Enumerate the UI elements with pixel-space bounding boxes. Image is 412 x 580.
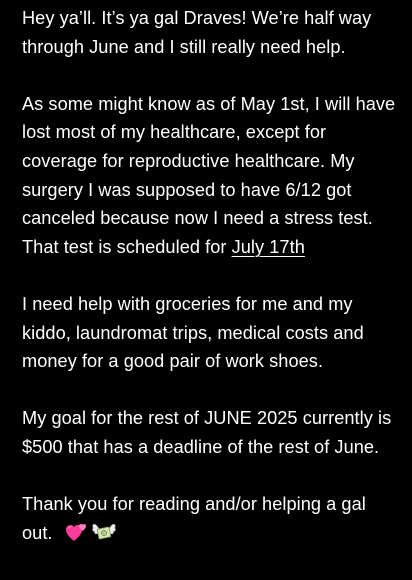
- text-line: canceled because now I need a stress test.: [22, 208, 373, 229]
- money-with-wings-icon: [91, 521, 117, 552]
- text-line: kiddo, laundromat trips, medical costs and: [22, 322, 364, 343]
- two-hearts-icon: [65, 521, 89, 552]
- paragraph-goal: [22, 404, 406, 461]
- paragraph-greeting: [22, 4, 406, 61]
- text-line: As some might know as of May 1st, I will have: [22, 93, 396, 114]
- text-line: money for a good pair of work shoes.: [22, 351, 324, 372]
- text-line: surgery I was supposed to have 6/12 got: [22, 179, 352, 200]
- text-line: Thank you for reading and/or helping a gal: [22, 494, 366, 515]
- text-line: $500 that has a deadline of the rest of June.: [22, 436, 380, 457]
- text-line: I need help with groceries for me and my: [22, 293, 353, 314]
- text-line: through June and I still really need help.: [22, 36, 346, 57]
- text-line: coverage for reproductive healthcare. My: [22, 150, 355, 171]
- text-line: My goal for the rest of JUNE 2025 currently is: [22, 408, 392, 429]
- text-fragment: out.: [22, 522, 63, 543]
- paragraph-healthcare: [22, 90, 406, 262]
- post-body: [22, 4, 406, 580]
- text-line: lost most of my healthcare, except for: [22, 122, 327, 143]
- text-line: Hey ya’ll. It’s ya gal Draves! We’re half way: [22, 8, 372, 28]
- date-link[interactable]: July 17th: [231, 236, 305, 257]
- text-line: [22, 519, 406, 552]
- paragraph-thanks: [22, 490, 406, 551]
- paragraph-needs: [22, 290, 406, 376]
- text-line: [22, 233, 406, 262]
- text-fragment: That test is scheduled for: [22, 236, 232, 257]
